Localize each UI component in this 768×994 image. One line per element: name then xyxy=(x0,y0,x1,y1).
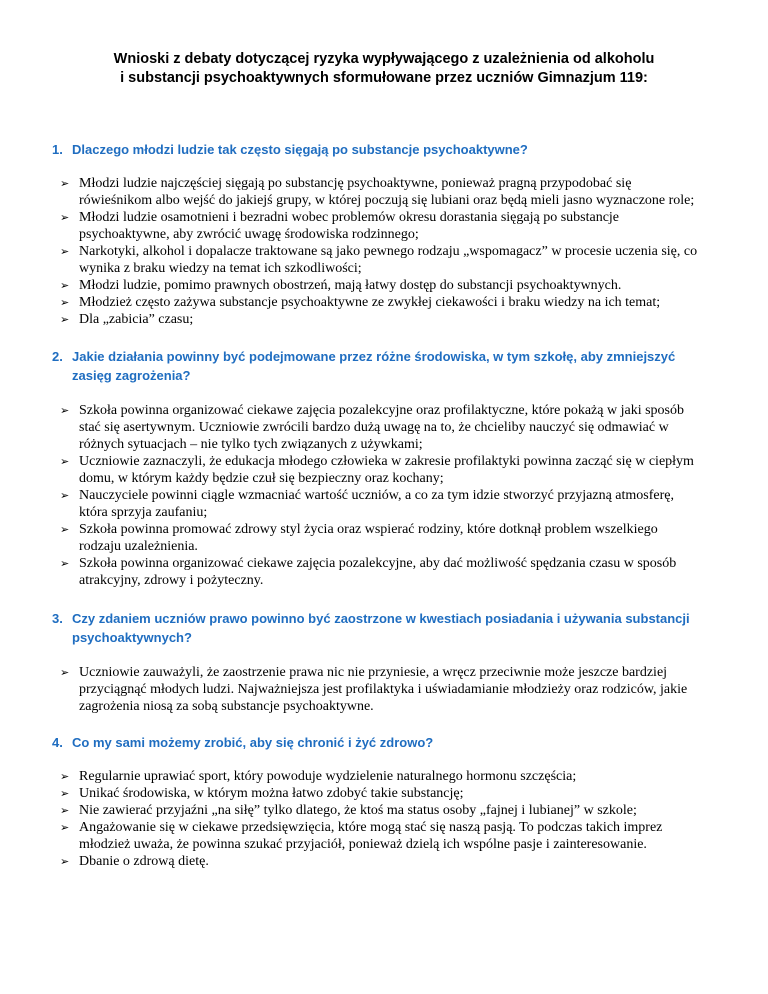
arrow-bullet-icon: ➢ xyxy=(60,804,70,817)
list-item-text: Uczniowie zauważyli, że zaostrzenie prawa nic nie przyniesie, a wręcz przeciwnie może jeszcze bardziej przyciągnąć młodych ludzi. Najważniejsza jest profilaktyka i uświadamianie młodzieży oraz rodziców, jakie zagrożenia niosą za sobą substancje psychoaktywne. xyxy=(79,665,688,714)
section-4 xyxy=(52,733,698,870)
arrow-bullet-icon: ➢ xyxy=(60,279,70,292)
list-item xyxy=(60,555,698,589)
bullet-list xyxy=(52,175,698,328)
section-heading xyxy=(52,609,698,647)
section-number: 3. xyxy=(52,611,63,626)
list-item xyxy=(60,785,698,802)
arrow-bullet-icon: ➢ xyxy=(60,211,70,224)
arrow-bullet-icon: ➢ xyxy=(60,770,70,783)
list-item xyxy=(60,819,698,853)
arrow-bullet-icon: ➢ xyxy=(60,787,70,800)
arrow-bullet-icon: ➢ xyxy=(60,313,70,326)
list-item-text: Unikać środowiska, w którym można łatwo zdobyć takie substancję; xyxy=(79,786,464,801)
list-item xyxy=(60,768,698,785)
list-item xyxy=(60,453,698,487)
list-item-text: Młodzież często zażywa substancje psychoaktywne ze zwykłej ciekawości i braku wiedzy na ich temat; xyxy=(79,295,661,310)
arrow-bullet-icon: ➢ xyxy=(60,821,70,834)
list-item xyxy=(60,664,698,715)
list-item xyxy=(60,853,698,870)
section-2 xyxy=(52,347,698,589)
arrow-bullet-icon: ➢ xyxy=(60,404,70,417)
list-item-text: Nie zawierać przyjaźni „na siłę” tylko dlatego, że ktoś ma status osoby „fajnej i lubianej” w szkole; xyxy=(79,803,637,818)
list-item-text: Dbanie o zdrową dietę. xyxy=(79,854,209,869)
list-item xyxy=(60,402,698,453)
section-number: 1. xyxy=(52,142,63,157)
arrow-bullet-icon: ➢ xyxy=(60,523,70,536)
title-line-1: Wnioski z debaty dotyczącej ryzyka wypływającego z uzależnienia od alkoholu xyxy=(113,51,655,67)
list-item xyxy=(60,209,698,243)
list-item xyxy=(60,521,698,555)
section-question: Dlaczego młodzi ludzie tak często sięgają po substancje psychoaktywne? xyxy=(72,142,528,157)
list-item-text: Szkoła powinna promować zdrowy styl życia oraz wspierać rodziny, które dotknął problem wszelkiego rodzaju uzależnienia. xyxy=(79,522,658,554)
section-question: Jakie działania powinny być podejmowane przez różne środowiska, w tym szkołę, aby zmniejszyć zasięg zagrożenia? xyxy=(72,349,676,383)
list-item-text: Dla „zabicia” czasu; xyxy=(79,312,194,327)
arrow-bullet-icon: ➢ xyxy=(60,245,70,258)
arrow-bullet-icon: ➢ xyxy=(60,666,70,679)
bullet-list xyxy=(52,664,698,715)
list-item xyxy=(60,175,698,209)
list-item-text: Narkotyki, alkohol i dopalacze traktowane są jako pewnego rodzaju „wspomagacz” w procesie uczenia się, co wynika z braku wiedzy na temat ich szkodliwości; xyxy=(79,244,698,276)
title-line-2: i substancji psychoaktywnych sformułowane przez uczniów Gimnazjum 119: xyxy=(120,70,648,86)
bullet-list xyxy=(52,768,698,870)
bullet-list xyxy=(52,402,698,589)
arrow-bullet-icon: ➢ xyxy=(60,455,70,468)
document-title xyxy=(70,50,698,88)
section-heading xyxy=(52,347,698,385)
list-item-text: Młodzi ludzie, pomimo prawnych obostrzeń, mają łatwy dostęp do substancji psychoaktywnych. xyxy=(79,278,622,293)
section-number: 4. xyxy=(52,735,63,750)
list-item-text: Nauczyciele powinni ciągle wzmacniać wartość uczniów, a co za tym idzie stworzyć przyjazną atmosferę, która sprzyja zaufaniu; xyxy=(79,488,674,520)
arrow-bullet-icon: ➢ xyxy=(60,855,70,868)
list-item-text: Młodzi ludzie osamotnieni i bezradni wobec problemów okresu dorastania sięgają po substancje psychoaktywne, aby zwrócić uwagę środowiska rodzinnego; xyxy=(79,210,620,242)
list-item-text: Młodzi ludzie najczęściej sięgają po substancję psychoaktywne, ponieważ pragną przypodobać się rówieśnikom albo wejść do jakiejś grupy, w której poczują się lubiani oraz będą mieli jasno wyznaczone role; xyxy=(79,176,695,208)
section-question: Co my sami możemy zrobić, aby się chronić i żyć zdrowo? xyxy=(72,735,434,750)
list-item xyxy=(60,277,698,294)
section-1 xyxy=(52,140,698,328)
list-item-text: Uczniowie zaznaczyli, że edukacja młodego człowieka w zakresie profilaktyki powinna zacząć się w ciepłym domu, w którym każdy będzie czuł się bezpieczny oraz kochany; xyxy=(79,454,694,486)
list-item xyxy=(60,243,698,277)
list-item xyxy=(60,311,698,328)
list-item-text: Regularnie uprawiać sport, który powoduje wydzielenie naturalnego hormonu szczęścia; xyxy=(79,769,577,784)
list-item-text: Angażowanie się w ciekawe przedsięwzięcia, które mogą stać się naszą pasją. To podczas takich imprez młodzież uważa, że powinna szukać przyjaciół, ponieważ dzielą ich wspólne pasje i zainteresowanie. xyxy=(79,820,663,852)
section-heading xyxy=(52,733,698,752)
list-item-text: Szkoła powinna organizować ciekawe zajęcia pozalekcyjne oraz profilaktyczne, które pokażą w jaki sposób stać się asertywnym. Uczniowie zwrócili bardzo dużą uwagę na to, że chcieliby nauczyć się odmawiać w różnych sytuacjach – nie tylko tych związanych z używkami; xyxy=(79,403,684,452)
list-item xyxy=(60,487,698,521)
arrow-bullet-icon: ➢ xyxy=(60,177,70,190)
arrow-bullet-icon: ➢ xyxy=(60,296,70,309)
section-3 xyxy=(52,609,698,715)
section-question: Czy zdaniem uczniów prawo powinno być zaostrzone w kwestiach posiadania i używania substancji psychoaktywnych? xyxy=(72,611,690,645)
arrow-bullet-icon: ➢ xyxy=(60,557,70,570)
section-number: 2. xyxy=(52,349,63,364)
list-item xyxy=(60,802,698,819)
list-item-text: Szkoła powinna organizować ciekawe zajęcia pozalekcyjne, aby dać możliwość spędzania czasu w sposób atrakcyjny, zdrowy i pożyteczny. xyxy=(79,556,677,588)
arrow-bullet-icon: ➢ xyxy=(60,489,70,502)
list-item xyxy=(60,294,698,311)
section-heading xyxy=(52,140,698,159)
